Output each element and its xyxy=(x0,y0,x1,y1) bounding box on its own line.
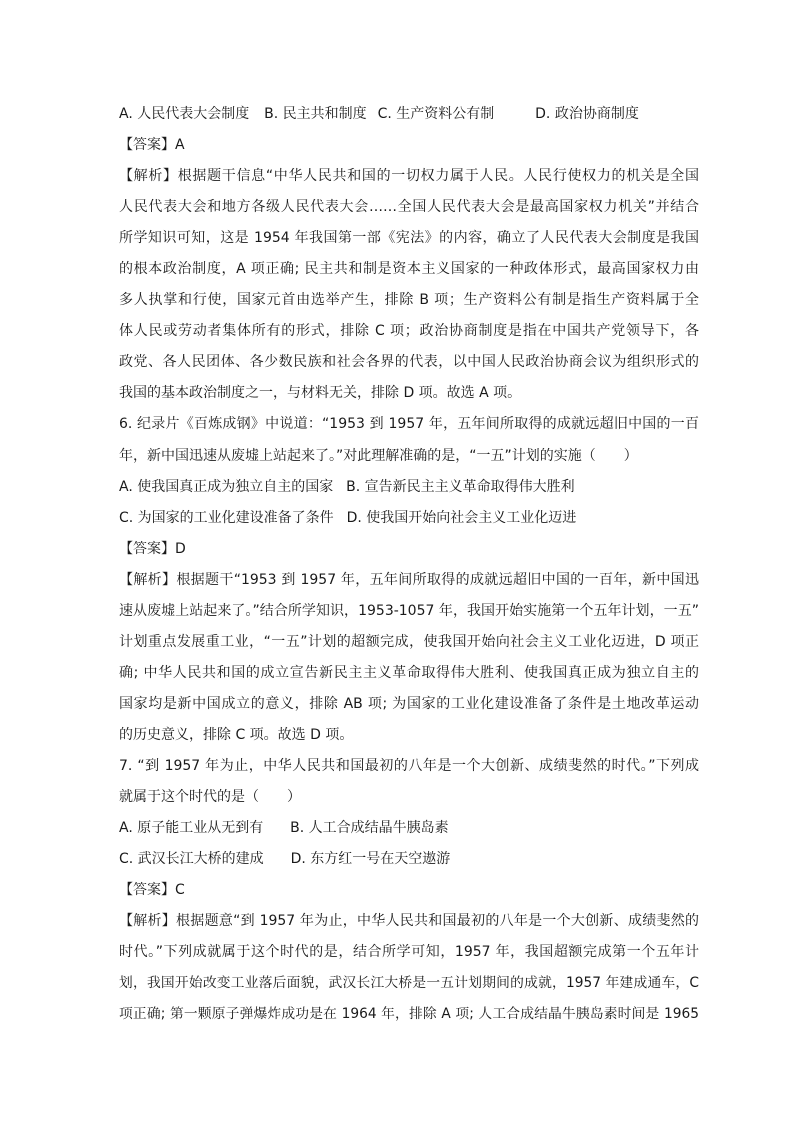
analysis-line: 的根本政治制度，A 项正确; 民主共和制是资本主义国家的一种政体形式，最高国家权力由 xyxy=(119,261,699,278)
q7-stem xyxy=(119,751,699,813)
q5-options xyxy=(119,99,699,130)
analysis-line: 计划重点发展重工业，“一五”计划的超额完成，使我国开始向社会主义工业化迈进，D 项正 xyxy=(119,633,699,650)
q5-option-a: A. 人民代表大会制度 xyxy=(119,106,250,122)
q7-options-row-1 xyxy=(119,813,699,844)
analysis-line: 划，我国开始改变工业落后面貌，武汉长江大桥是一五计划期间的成就，1957 年建成通车，C xyxy=(119,975,699,992)
q7-answer: 【答案】C xyxy=(119,882,185,899)
document-page xyxy=(119,99,699,1030)
stem-line: 就属于这个时代的是（ ） xyxy=(119,789,301,806)
q7-option-b: B. 人工合成结晶牛胰岛素 xyxy=(290,820,449,837)
q7-option-a: A. 原子能工业从无到有 xyxy=(119,820,264,837)
analysis-line: 我国的基本政治制度之一，与材料无关，排除 D 项。故选 A 项。 xyxy=(119,385,522,402)
stem-line: 年，新中国迅速从废墟上站起来了。”对此理解准确的是，“一五”计划的实施（ ） xyxy=(119,447,638,464)
analysis-line: 国家均是新中国成立的意义，排除 AB 项; 为国家的工业化建设准备了条件是土地改革运动 xyxy=(119,695,699,712)
q5-option-d: D. 政治协商制度 xyxy=(535,106,639,122)
q6-option-d: D. 使我国开始向社会主义工业化迈进 xyxy=(346,509,577,526)
q5-option-c: C. 生产资料公有制 xyxy=(377,106,495,122)
q5-answer: 【答案】A xyxy=(119,137,185,154)
analysis-line: 确; 中华人民共和国的成立宣告新民主主义革命取得伟大胜利、使我国真正成为独立自主的 xyxy=(119,664,699,681)
analysis-line: 【解析】根据题干信息“中华人民共和国的一切权力属于人民。人民行使权力的机关是全国 xyxy=(119,168,699,185)
q6-stem xyxy=(119,409,699,471)
analysis-line: 人民代表大会和地方各级人民代表大会……全国人民代表大会是最高国家权力机关”并结合 xyxy=(119,199,699,216)
analysis-line: 的历史意义，排除 C 项。故选 D 项。 xyxy=(119,726,354,743)
q6-option-b: B. 宣告新民主主义革命取得伟大胜利 xyxy=(346,478,575,495)
analysis-line: 政党、各人民团体、各少数民族和社会各界的代表，以中国人民政治协商会议为组织形式的 xyxy=(119,354,699,371)
q6-options-row-1 xyxy=(119,472,699,503)
stem-line: 7. “到 1957 年为止，中华人民共和国最初的八年是一个大创新、成绩斐然的时代。”下列成 xyxy=(119,757,699,774)
analysis-line: 体人民或劳动者集体所有的形式，排除 C 项；政治协商制度是指在中国共产党领导下，各 xyxy=(119,323,699,340)
analysis-line: 多人执掌和行使，国家元首由选举产生，排除 B 项；生产资料公有制是指生产资料属于全 xyxy=(119,292,699,309)
q7-option-c: C. 武汉长江大桥的建成 xyxy=(119,851,264,868)
q5-option-b: B. 民主共和制度 xyxy=(264,106,367,122)
stem-line: 6. 纪录片《百炼成钢》中说道：“1953 到 1957 年，五年间所取得的成就远超旧中国的一百 xyxy=(119,416,699,433)
q7-options-row-2 xyxy=(119,844,699,875)
q7-option-d: D. 东方红一号在天空遨游 xyxy=(290,851,451,868)
q6-option-a: A. 使我国真正成为独立自主的国家 xyxy=(119,478,334,495)
q6-options-row-2 xyxy=(119,503,699,534)
analysis-line: 项正确; 第一颗原子弹爆炸成功是在 1964 年，排除 A 项; 人工合成结晶牛胰岛素时间是 1965 xyxy=(119,1006,699,1023)
analysis-line: 速从废墟上站起来了。”结合所学知识，1953-1057 年，我国开始实施第一个五年计划，一五” xyxy=(119,602,699,619)
analysis-line: 【解析】根据题干“1953 到 1957 年，五年间所取得的成就远超旧中国的一百年，新中国迅 xyxy=(119,571,699,588)
q6-analysis xyxy=(119,565,699,751)
q5-analysis xyxy=(119,161,699,409)
analysis-line: 所学知识可知，这是 1954 年我国第一部《宪法》的内容，确立了人民代表大会制度是我国 xyxy=(119,230,699,247)
analysis-line: 【解析】根据题意“到 1957 年为止，中华人民共和国最初的八年是一个大创新、成绩斐然的 xyxy=(119,913,699,930)
q6-option-c: C. 为国家的工业化建设准备了条件 xyxy=(119,509,334,526)
q6-answer: 【答案】D xyxy=(119,540,186,557)
q7-analysis xyxy=(119,906,699,1030)
analysis-line: 时代。”下列成就属于这个时代的是，结合所学可知，1957 年，我国超额完成第一个五年计 xyxy=(119,944,699,961)
